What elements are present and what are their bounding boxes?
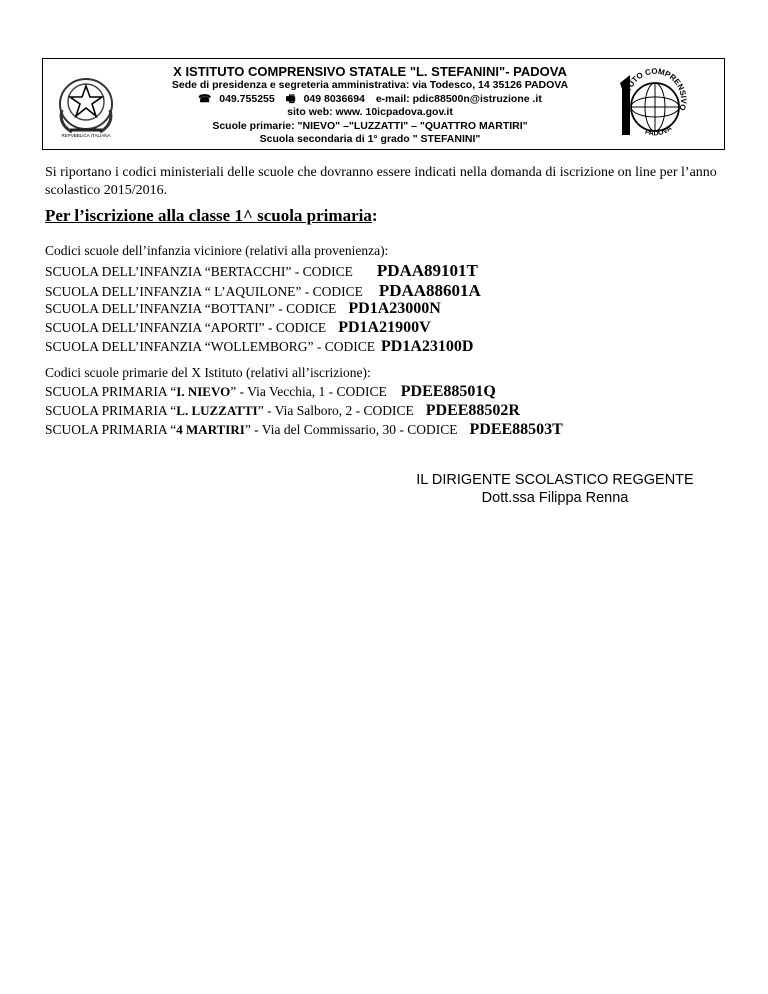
phone-icon: ☎ <box>198 92 212 105</box>
secondary-school-line: Scuola secondaria di 1° grado " STEFANINI" <box>259 133 481 145</box>
school-label: SCUOLA DELL’INFANZIA “APORTI” - CODICE <box>45 320 327 335</box>
intro-paragraph: Si riportano i codici ministeriali delle scuole che dovranno essere indicati nella domanda di iscrizione on line per l’anno scolastico 2015/2016. <box>45 165 717 198</box>
school-code: PDAA89101T <box>376 261 478 280</box>
list-item <box>45 319 431 337</box>
school-name: L. LUZZATTI <box>176 403 258 418</box>
school-name: 4 MARTIRI <box>176 422 245 437</box>
primarie-caption: Codici scuole primarie del X Istituto (relativi all’iscrizione): <box>45 365 371 380</box>
school-label: SCUOLA DELL’INFANZIA “WOLLEMBORG” - CODICE <box>45 339 375 354</box>
list-item <box>45 300 441 318</box>
school-label: SCUOLA DELL’INFANZIA “BOTTANI” - CODICE <box>45 301 337 316</box>
email-address[interactable]: e-mail: pdic88500n@istruzione .it <box>375 92 542 105</box>
svg-text:ISTITUTO COMPRENSIVO: ISTITUTO COMPRENSIVO <box>621 66 689 112</box>
fax-number: 049 8036694 <box>303 92 365 105</box>
school-code: PDAA88601A <box>378 281 481 300</box>
school-label: SCUOLA DELL’INFANZIA “ L’AQUILONE” - CODICE <box>45 284 363 299</box>
school-code: PDEE88502R <box>425 402 520 419</box>
school-logo-icon <box>614 65 694 145</box>
list-item <box>45 402 520 420</box>
list-item <box>45 261 478 281</box>
school-name: I. NIEVO <box>176 384 231 399</box>
list-item <box>45 421 563 439</box>
school-code: PD1A23000N <box>348 300 441 317</box>
section-heading-colon: : <box>371 206 378 225</box>
list-item <box>45 338 473 356</box>
letterhead-text <box>130 64 610 147</box>
signature-role: IL DIRIGENTE SCOLASTICO REGGENTE <box>416 472 694 488</box>
list-item <box>45 383 496 401</box>
school-code: PDEE88501Q <box>400 383 496 400</box>
school-code: PD1A21900V <box>338 319 431 336</box>
school-label: SCUOLA DELL’INFANZIA “BERTACCHI” - CODICE <box>45 264 353 279</box>
institute-title: X ISTITUTO COMPRENSIVO STATALE "L. STEFANINI"- PADOVA <box>173 64 567 79</box>
school-code: PDEE88503T <box>469 421 563 438</box>
svg-text:PADOVA: PADOVA <box>643 124 674 138</box>
school-address: ” - Via Vecchia, 1 - CODICE <box>230 384 387 399</box>
list-item <box>45 281 481 301</box>
school-code: PD1A23100D <box>380 338 474 355</box>
school-address: ” - Via Salboro, 2 - CODICE <box>257 403 414 418</box>
signature-name: Dott.ssa Filippa Renna <box>481 490 629 506</box>
school-prefix: SCUOLA PRIMARIA “ <box>45 422 177 437</box>
svg-text:REPVBBLICA ITALIANA: REPVBBLICA ITALIANA <box>61 133 111 138</box>
contact-line <box>130 93 610 107</box>
school-prefix: SCUOLA PRIMARIA “ <box>45 403 177 418</box>
phone-number: 049.755255 <box>219 92 275 105</box>
institute-address: Sede di presidenza e segreteria amministrativa: via Todesco, 14 35126 PADOVA <box>171 79 569 91</box>
fax-icon: 🖷 <box>285 92 296 105</box>
primary-schools-line: Scuole primarie: "NIEVO" –"LUZZATTI" – "QUATTRO MARTIRI" <box>212 119 528 132</box>
italian-republic-emblem-icon <box>50 70 122 140</box>
website[interactable]: sito web: www. 10icpadova.gov.it <box>287 106 453 118</box>
school-address: ” - Via del Commissario, 30 - CODICE <box>244 422 458 437</box>
section-heading-text: Per l’iscrizione alla classe 1^ scuola primaria <box>45 206 372 225</box>
section-heading <box>45 207 378 225</box>
school-prefix: SCUOLA PRIMARIA “ <box>45 384 177 399</box>
infanzia-caption: Codici scuole dell’infanzia viciniore (relativi alla provenienza): <box>45 243 389 258</box>
